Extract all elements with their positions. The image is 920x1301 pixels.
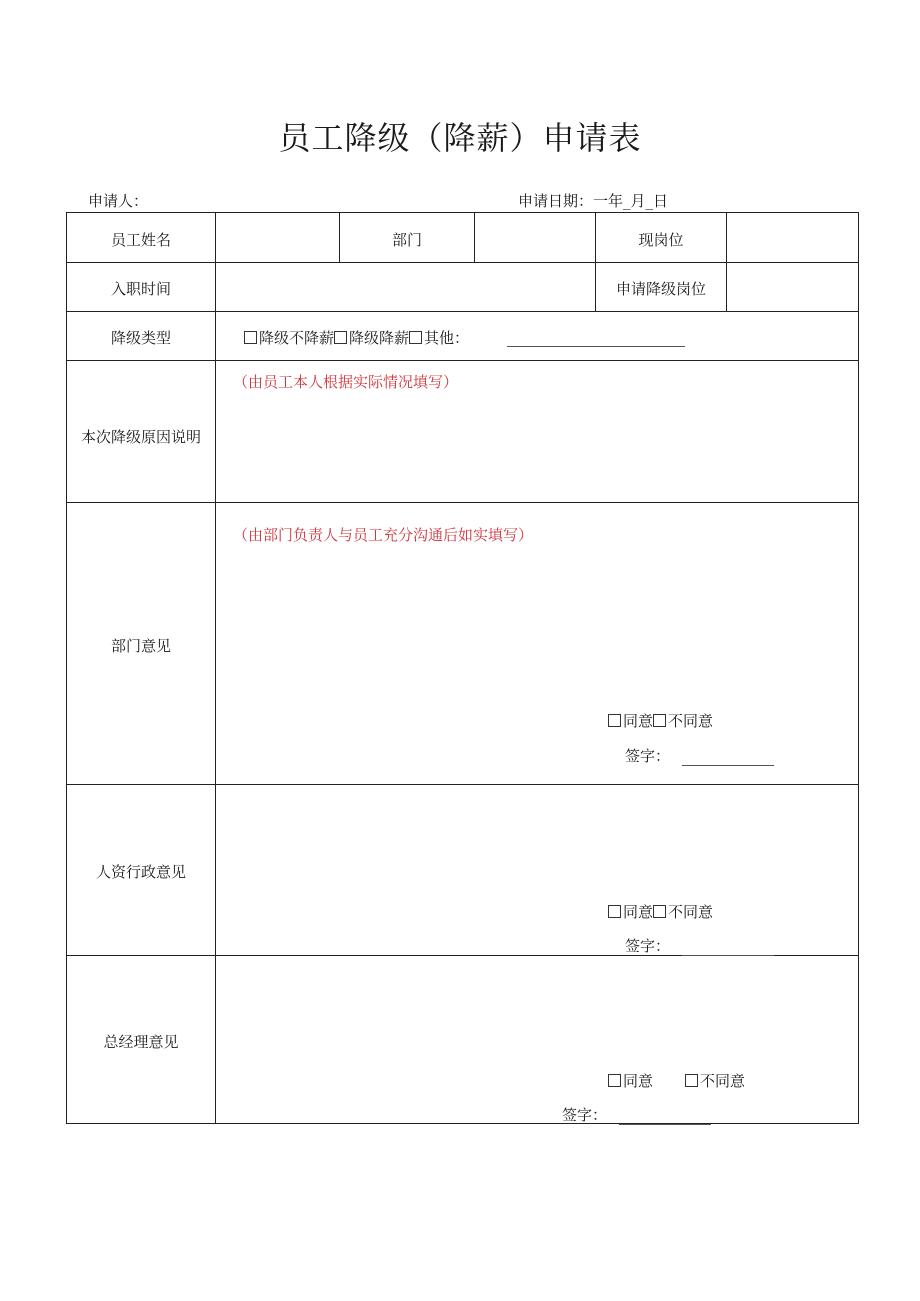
- checkbox-icon[interactable]: [685, 1074, 698, 1087]
- hr-opinion-label: 人资行政意见: [95, 863, 186, 881]
- current-position-label: 现岗位: [638, 231, 684, 249]
- row-divider: [67, 311, 858, 312]
- signature-label: 签字：: [625, 747, 671, 765]
- apply-date-label: 申请日期：: [518, 192, 594, 210]
- row-divider: [67, 360, 858, 361]
- other-type-input[interactable]: [507, 329, 685, 347]
- reason-label: 本次降级原因说明: [80, 428, 201, 446]
- hr-decision: [608, 901, 713, 922]
- checkbox-icon[interactable]: [244, 331, 257, 344]
- row-divider: [67, 502, 858, 503]
- target-position-field[interactable]: [727, 263, 857, 310]
- signature-field[interactable]: [682, 751, 774, 766]
- signature-field[interactable]: [682, 941, 774, 956]
- hr-agree-option[interactable]: 同意: [608, 903, 653, 921]
- current-position-field[interactable]: [727, 214, 857, 261]
- option-other[interactable]: 其他：: [409, 329, 469, 347]
- reason-hint: （由员工本人根据实际情况填写）: [233, 373, 459, 391]
- department-opinion-label: 部门意见: [110, 637, 171, 655]
- hr-signature: [625, 935, 774, 956]
- reason-textarea[interactable]: [216, 393, 857, 499]
- hr-disagree-option[interactable]: 不同意: [653, 903, 713, 921]
- page-title: 员工降级（降薪）申请表: [278, 119, 642, 157]
- checkbox-icon[interactable]: [608, 714, 621, 727]
- option-demote-cut[interactable]: 降级降薪: [334, 329, 409, 347]
- department-field[interactable]: [475, 214, 594, 261]
- department-label: 部门: [391, 231, 422, 249]
- department-disagree-option[interactable]: 不同意: [653, 712, 713, 730]
- employee-name-field[interactable]: [216, 214, 338, 261]
- apply-date-year[interactable]: 一年: [593, 192, 624, 210]
- demotion-type-options: [244, 327, 469, 348]
- applicant-label: 申请人：: [88, 192, 149, 210]
- department-signature: [625, 745, 774, 766]
- gm-disagree-option[interactable]: 不同意: [685, 1072, 745, 1090]
- department-opinion-hint: （由部门负责人与员工充分沟通后如实填写）: [233, 526, 534, 544]
- checkbox-icon[interactable]: [608, 905, 621, 918]
- signature-label: 签字：: [625, 937, 671, 955]
- column-divider: [215, 213, 216, 1123]
- gm-signature: [562, 1104, 711, 1125]
- gm-decision: [608, 1070, 745, 1091]
- checkbox-icon[interactable]: [608, 1074, 621, 1087]
- checkbox-icon[interactable]: [409, 331, 422, 344]
- row-divider: [67, 784, 858, 785]
- apply-date: 申请日期：一年_月_日: [518, 192, 669, 210]
- department-decision: [608, 710, 713, 731]
- gm-agree-option[interactable]: 同意: [608, 1072, 653, 1090]
- checkbox-icon[interactable]: [653, 905, 666, 918]
- department-agree-option[interactable]: 同意: [608, 712, 653, 730]
- application-form-table: [66, 212, 859, 1124]
- employee-name-label: 员工姓名: [110, 231, 171, 249]
- hire-date-label: 入职时间: [110, 280, 171, 298]
- hire-date-field[interactable]: [216, 263, 594, 310]
- checkbox-icon[interactable]: [334, 331, 347, 344]
- signature-label: 签字：: [562, 1106, 608, 1124]
- apply-date-month[interactable]: 月: [630, 192, 646, 210]
- apply-date-day[interactable]: 日: [653, 192, 669, 210]
- signature-field[interactable]: [619, 1110, 711, 1125]
- gm-opinion-label: 总经理意见: [103, 1033, 179, 1051]
- option-demote-no-cut[interactable]: 降级不降薪: [244, 329, 334, 347]
- target-position-label: 申请降级岗位: [615, 280, 706, 298]
- demotion-type-label: 降级类型: [110, 329, 171, 347]
- checkbox-icon[interactable]: [653, 714, 666, 727]
